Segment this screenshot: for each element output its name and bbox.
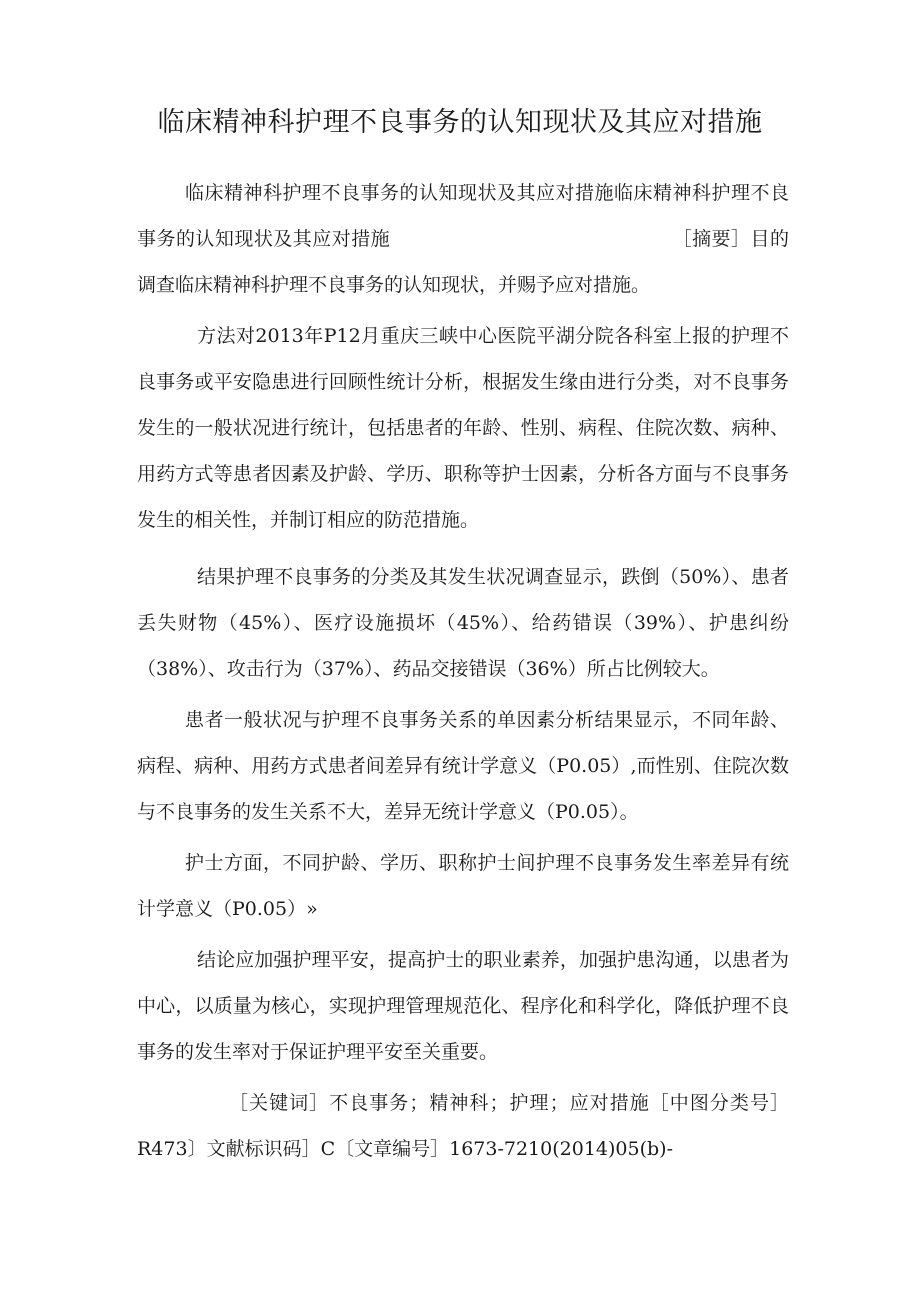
intro-text: 临床精神科护理不良事务的认知现状及其应对措施临床精神科护理不良事务的认知现状及其应对措施 (137, 182, 789, 250)
abstract-label: ［摘要］目的 (672, 228, 789, 250)
conclusion-paragraph: 结论应加强护理平安，提高护士的职业素养，加强护患沟通，以患者为中心，以质量为核心，实现护理管理规范化、程序化和科学化，降低护理不良事务的发生率对于保证护理平安至关重要。 (137, 949, 789, 1063)
result-paragraph: 结果护理不良事务的分类及其发生状况调查显示，跌倒（50%）、患者丢失财物（45%）、医疗设施损坏（45%）、给药错误（39%）、护患纠纷（38%）、攻击行为（37%）、药品交接错误（36%）所占比例较大。 (137, 566, 789, 680)
objective-text: 调查临床精神科护理不良事务的认知现状，并赐予应对措施。 (137, 274, 651, 296)
method-paragraph: 方法对2013年P12月重庆三峡中心医院平湖分院各科室上报的护理不良事务或平安隐患进行回顾性统计分析，根据发生缘由进行分类，对不良事务发生的一般状况进行统计，包括患者的年龄、性别、病程、住院次数、病种、用药方式等患者因素及护龄、学历、职称等护士因素，分析各方面与不良事务发生的相关性，并制订相应的防范措施。 (137, 325, 789, 531)
nurse-factors-paragraph: 护士方面，不同护龄、学历、职称护士间护理不良事务发生率差异有统计学意义（P0.05）» (137, 852, 789, 920)
document-title: 临床精神科护理不良事务的认知现状及其应对措施 (157, 107, 763, 138)
keywords-paragraph: ［关键词］不良事务；精神科；护理；应对措施［中图分类号］R473〕文献标识码］C〔文章编号］1673-7210(2014)05(b)- (137, 1092, 789, 1160)
patient-factors-paragraph: 患者一般状况与护理不良事务关系的单因素分析结果显示，不同年龄、病程、病种、用药方式患者间差异有统计学意义（P0.05）,而性别、住院次数与不良事务的发生关系不大，差异无统计学意义（P0.05）。 (137, 709, 789, 823)
intro-paragraph (137, 170, 789, 308)
